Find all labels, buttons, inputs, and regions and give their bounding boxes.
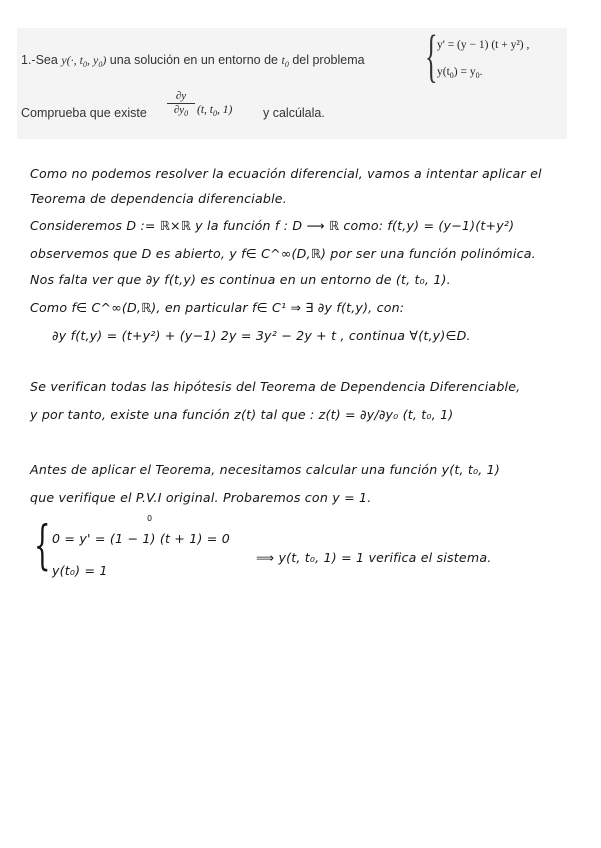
hand-line-4: observemos que D es abierto, y f∈ C^∞(D,ℝ) por ser una función polinómica. [30,246,536,261]
hand-line-5: Nos falta ver que ∂y f(t,y) es continua en un entorno de (t, t₀, 1). [30,272,451,287]
hand-line-7: ∂y f(t,y) = (t+y²) + (y−1) 2y = 3y² − 2y + t , continua ∀(t,y)∈D. [52,328,471,343]
problem-text-a: una solución en un entorno de [109,53,278,67]
initial-condition: $y(t_0) = y_0$. [437,66,483,80]
solution-symbol: y(·, $t_0$, $y_0$) [61,53,107,69]
problem-line-2-end: y calcúlala. [263,106,325,120]
problem-line-2: Comprueba que existe [21,106,147,120]
problem-statement [17,23,567,139]
problem-intro: 1.-Sea [21,53,58,67]
conclusion-line: ⟹ y(t, t₀, 1) = 1 verifica el sistema. [256,550,492,565]
hand-line-8: Se verifican todas las hipótesis del Teorema de Dependencia Diferenciable, [30,379,521,394]
t0-symbol: $t_0$ [281,53,289,69]
system-eq-2: y(t₀) = 1 [52,563,108,578]
problem-text-b: del problema [292,53,365,67]
system-eq-1: 0 = y' = (1 − 1) (t + 1) = 0 [52,531,230,546]
partial-derivative-fraction: $\frac{\partial y}{\partial y_0}$ [167,90,195,118]
fraction-arguments: (t, $t_0$, 1) [197,104,233,118]
hand-line-10: Antes de aplicar el Teorema, necesitamos calcular una función y(t, t₀, 1) [30,462,501,477]
hand-line-11: que verifique el P.V.I original. Probaremos con y = 1. [30,490,372,505]
hand-line-1: Como no podemos resolver la ecuación diferencial, vamos a intentar aplicar el [30,166,542,181]
system-brace-handwritten: { [34,516,51,576]
problem-line-1 [21,53,365,69]
ode-system [425,23,565,91]
hand-line-6: Como f∈ C^∞(D,ℝ), en particular f∈ C¹ ⇒ ∃ ∂y f(t,y), con: [30,300,405,315]
zero-annotation: 0 [147,514,153,523]
hand-line-9: y por tanto, existe una función z(t) tal que : z(t) = ∂y/∂y₀ (t, t₀, 1) [30,407,454,422]
hand-line-3: Consideremos D := ℝ×ℝ y la función f : D ⟶ ℝ como: f(t,y) = (y−1)(t+y²) [30,218,515,233]
hand-line-2: Teorema de dependencia diferenciable. [30,191,287,206]
system-brace: { [425,23,438,88]
ode-equation: y' = (y − 1) (t + y²) , [437,39,530,51]
